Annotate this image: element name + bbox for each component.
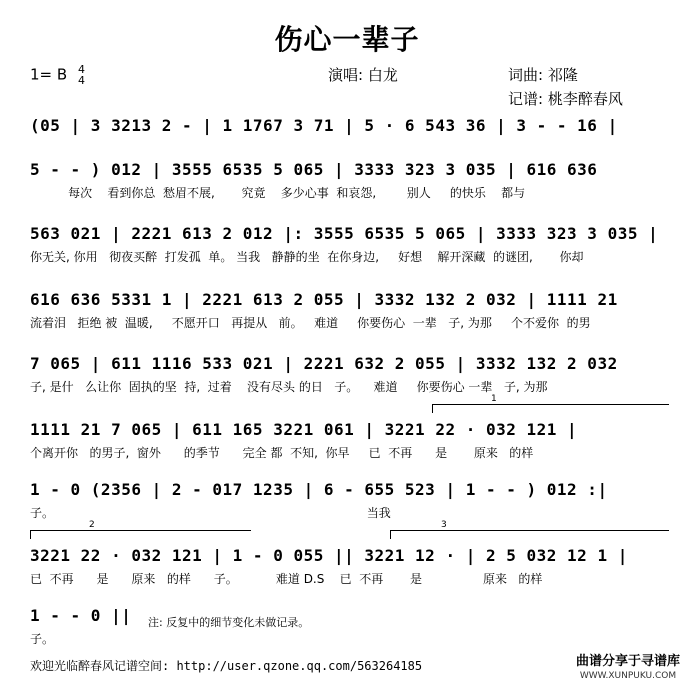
score-row-9 — [30, 606, 670, 650]
score-row-5 — [30, 354, 670, 398]
score-row-2 — [30, 160, 670, 204]
score-row-7 — [30, 480, 670, 524]
lyrics-line: 个离开你 的男子, 窗外 的季节 完全 都 不知, 你早 已 不再 是 原来 的样 — [30, 446, 534, 460]
lyrics-line: 你无关, 你用 彻夜买醉 打发孤 单。 当我 静静的坐 在你身边, 好想 解开深藏 的谜团, 你却 — [30, 250, 584, 264]
notation-line: 563 021 | 2221 613 2 012 |: 3555 6535 5 065 | 3333 323 3 035 | — [30, 224, 659, 243]
score-row-3 — [30, 224, 670, 268]
transcription-note: 注: 反复中的细节变化未做记录。 — [148, 616, 310, 629]
volta-number: 3 — [441, 520, 447, 530]
composer-credit: 词曲: 祁隆 — [508, 66, 578, 84]
score-row-4 — [30, 290, 670, 334]
volta-bracket-1 — [432, 394, 669, 413]
volta-bracket-3 — [390, 520, 669, 539]
lyrics-line: 子, 是什 么让你 固执的坚 持, 过着 没有尽头 的日 子。 难道 你要伤心 一辈 子, 为那 — [30, 380, 548, 394]
lyrics-line: 子。 — [30, 632, 55, 646]
key-signature — [30, 64, 85, 86]
score-row-8 — [30, 520, 670, 590]
notation-line: 1 - - 0 || — [30, 606, 132, 625]
notation-line: 1111 21 7 065 | 611 165 3221 061 | 3221 22 · 032 121 | — [30, 420, 578, 439]
volta-number: 2 — [89, 520, 95, 530]
singer-credit: 演唱: 白龙 — [328, 66, 398, 84]
page-title: 伤心一辈子 — [274, 23, 420, 56]
footer-website-text: 欢迎光临醉春风记谱空间: http://user.qzone.qq.com/563264185 — [30, 659, 423, 673]
score-row-1 — [30, 116, 670, 156]
time-signature — [78, 64, 85, 86]
time-sig-top: 4 — [77, 63, 85, 76]
watermark-title: 曲谱分享于寻谱库 — [575, 654, 680, 669]
key-label: 1= B — [30, 65, 68, 84]
notation-line: 1 - 0 (2356 | 2 - 017 1235 | 6 - 655 523 | 1 - - ) 012 :| — [30, 480, 608, 499]
notation-line: 3221 22 · 032 121 | 1 - 0 055 || 3221 12 · | 2 5 032 12 1 | — [30, 546, 628, 565]
notation-line: 7 065 | 611 1116 533 021 | 2221 632 2 055 | 3332 132 2 032 — [30, 354, 618, 373]
volta-number: 1 — [491, 394, 497, 404]
lyrics-line: 已 不再 是 原来 的样 子。 难道 D.S 已 不再 是 原来 的样 — [30, 572, 543, 586]
notation-line: (05 | 3 3213 2 - | 1 1767 3 71 | 5 · 6 543 36 | 3 - - 16 | — [30, 116, 618, 135]
lyrics-line: 流着泪 拒绝 被 温暖, 不愿开口 再提从 前。 难道 你要伤心 一辈 子, 为那 个不爱你 的男 — [30, 316, 591, 330]
notation-line: 5 - - ) 012 | 3555 6535 5 065 | 3333 323 3 035 | 616 636 — [30, 160, 598, 179]
footer-watermark — [576, 654, 680, 684]
lyrics-line: 子。 当我 — [30, 506, 391, 520]
lyrics-line: 每次 看到你总 愁眉不展, 究竟 多少心事 和哀怨, 别人 的快乐 都与 — [30, 186, 526, 200]
volta-bracket-2 — [30, 520, 251, 539]
transcriber-credit: 记谱: 桃李醉春风 — [508, 90, 623, 108]
notation-line: 616 636 5331 1 | 2221 613 2 055 | 3332 132 2 032 | 1111 21 — [30, 290, 618, 309]
time-sig-bottom: 4 — [77, 74, 85, 87]
watermark-url: WWW.XUNPUKU.COM — [579, 671, 677, 681]
score-row-6 — [30, 394, 670, 464]
